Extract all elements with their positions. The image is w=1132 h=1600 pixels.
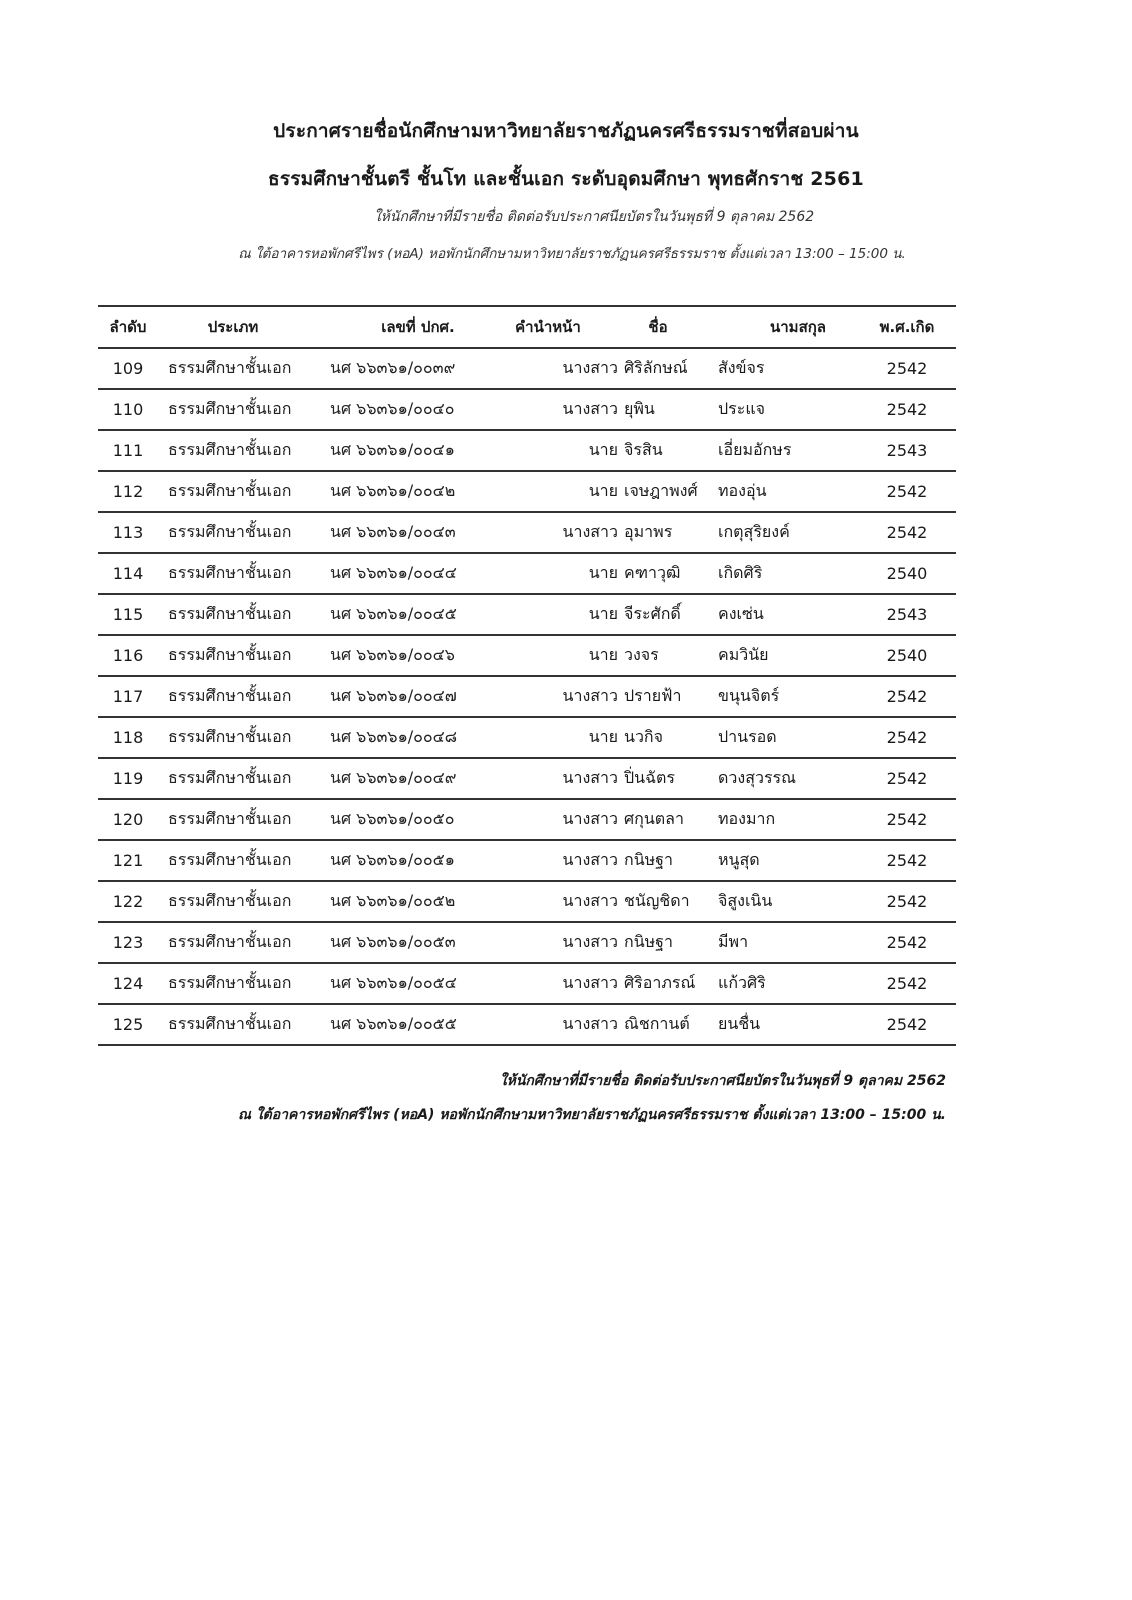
cell-cert: นศ ๖๖๓๖๑/๐๐๕๐ <box>330 809 455 828</box>
table-row <box>98 882 956 923</box>
cell-type: ธรรมศึกษาชั้นเอก <box>168 481 292 500</box>
cell-name: ปรายฟ้า <box>624 686 682 705</box>
cell-type: ธรรมศึกษาชั้นเอก <box>168 440 292 459</box>
cell-name: เจษฎาพงศ์ <box>624 481 698 500</box>
cell-name: อุมาพร <box>624 522 673 541</box>
cell-type: ธรรมศึกษาชั้นเอก <box>168 1014 292 1033</box>
cell-type: ธรรมศึกษาชั้นเอก <box>168 973 292 992</box>
header-surname: นามสกุล <box>770 318 826 336</box>
cell-year: 2540 <box>886 646 928 665</box>
cell-prefix: นางสาว <box>562 850 618 869</box>
table-row <box>98 964 956 1005</box>
table-row <box>98 677 956 718</box>
table-row <box>98 554 956 595</box>
cell-no: 121 <box>112 851 144 870</box>
cell-year: 2542 <box>886 933 928 952</box>
cell-name: กนิษฐา <box>624 850 673 869</box>
table-row <box>98 923 956 964</box>
cell-prefix: นาย <box>588 563 618 582</box>
table-row <box>98 800 956 841</box>
cell-type: ธรรมศึกษาชั้นเอก <box>168 399 292 418</box>
cell-surname: ปานรอด <box>718 727 777 746</box>
cell-cert: นศ ๖๖๓๖๑/๐๐๔๘ <box>330 727 458 746</box>
cell-cert: นศ ๖๖๓๖๑/๐๐๕๑ <box>330 850 455 869</box>
cell-cert: นศ ๖๖๓๖๑/๐๐๔๗ <box>330 686 457 705</box>
cell-cert: นศ ๖๖๓๖๑/๐๐๔๙ <box>330 768 457 787</box>
cell-no: 117 <box>112 687 144 706</box>
cell-prefix: นาย <box>588 727 618 746</box>
cell-cert: นศ ๖๖๓๖๑/๐๐๕๓ <box>330 932 456 951</box>
cell-year: 2542 <box>886 359 928 378</box>
table-row <box>98 513 956 554</box>
table-row <box>98 349 956 390</box>
header-type: ประเภท <box>207 318 259 336</box>
cell-prefix: นางสาว <box>562 809 618 828</box>
cell-surname: เกตุสุริยงค์ <box>718 522 790 541</box>
cell-type: ธรรมศึกษาชั้นเอก <box>168 768 292 787</box>
cell-year: 2543 <box>886 605 928 624</box>
cell-cert: นศ ๖๖๓๖๑/๐๐๔๔ <box>330 563 457 582</box>
cell-year: 2542 <box>886 810 928 829</box>
cell-year: 2543 <box>886 441 928 460</box>
table-row <box>98 595 956 636</box>
cell-year: 2540 <box>886 564 928 583</box>
page-title-line2: ธรรมศึกษาชั้นตรี ชั้นโท และชั้นเอก ระดับอุดมศึกษา พุทธศักราช 2561 <box>268 168 864 190</box>
cell-surname: ทองมาก <box>718 809 776 828</box>
cell-surname: สังข์จร <box>718 358 765 377</box>
cell-name: ปิ่นฉัตร <box>624 768 675 787</box>
table-row <box>98 472 956 513</box>
cell-prefix: นางสาว <box>562 686 618 705</box>
cell-prefix: นางสาว <box>562 891 618 910</box>
cell-type: ธรรมศึกษาชั้นเอก <box>168 645 292 664</box>
cell-type: ธรรมศึกษาชั้นเอก <box>168 358 292 377</box>
cell-cert: นศ ๖๖๓๖๑/๐๐๔๒ <box>330 481 456 500</box>
header-prefix: คำนำหน้า <box>515 318 581 336</box>
table-row <box>98 636 956 677</box>
footer-notice: ให้นักศึกษาที่มีรายชื่อ ติดต่อรับประกาศนียบัตรในวันพุธที่ 9 ตุลาคม 2562 <box>499 1073 946 1089</box>
cell-year: 2542 <box>886 974 928 993</box>
header-cert: เลขที่ ปกศ. <box>381 318 455 336</box>
cell-surname: มีพา <box>718 932 749 951</box>
subtitle-notice: ให้นักศึกษาที่มีรายชื่อ ติดต่อรับประกาศนียบัตรในวันพุธที่ 9 ตุลาคม 2562 <box>373 209 815 225</box>
cell-surname: ขนุนจิตร์ <box>718 686 780 705</box>
cell-prefix: นาย <box>588 645 618 664</box>
cell-no: 125 <box>112 1015 144 1034</box>
cell-type: ธรรมศึกษาชั้นเอก <box>168 604 292 623</box>
cell-no: 111 <box>112 441 144 460</box>
cell-name: ยุพิน <box>624 399 655 418</box>
cell-year: 2542 <box>886 687 928 706</box>
cell-no: 112 <box>112 482 144 501</box>
subtitle-location: ณ ใต้อาคารหอพักศรีไพร (หอA) หอพักนักศึกษามหาวิทยาลัยราชภัฏนครศรีธรรมราช ตั้งแต่เวลา 13:00 – 15:00 น. <box>238 246 906 262</box>
cell-name: คฑาวุฒิ <box>624 563 681 582</box>
table-row <box>98 1005 956 1046</box>
cell-surname: ยนชื่น <box>718 1014 761 1033</box>
cell-surname: จิสูงเนิน <box>718 891 773 910</box>
cell-surname: ดวงสุวรรณ <box>718 768 796 787</box>
table-row <box>98 841 956 882</box>
cell-type: ธรรมศึกษาชั้นเอก <box>168 932 292 951</box>
table-row <box>98 431 956 472</box>
cell-prefix: นางสาว <box>562 522 618 541</box>
header-year: พ.ศ.เกิด <box>879 318 935 336</box>
footer-location: ณ ใต้อาคารหอพักศรีไพร (หอA) หอพักนักศึกษามหาวิทยาลัยราชภัฏนครศรีธรรมราช ตั้งแต่เวลา 13:00 – 15:00 น. <box>237 1107 946 1123</box>
cell-prefix: นางสาว <box>562 399 618 418</box>
cell-no: 118 <box>112 728 144 747</box>
table-row <box>98 759 956 800</box>
cell-year: 2542 <box>886 523 928 542</box>
cell-cert: นศ ๖๖๓๖๑/๐๐๔๐ <box>330 399 455 418</box>
cell-name: ศิริลักษณ์ <box>624 358 688 377</box>
cell-no: 115 <box>112 605 144 624</box>
cell-cert: นศ ๖๖๓๖๑/๐๐๕๕ <box>330 1014 457 1033</box>
cell-name: จิรสิน <box>624 440 663 459</box>
cell-no: 109 <box>112 359 144 378</box>
cell-year: 2542 <box>886 1015 928 1034</box>
results-table <box>98 305 956 1046</box>
cell-prefix: นาย <box>588 604 618 623</box>
cell-cert: นศ ๖๖๓๖๑/๐๐๔๓ <box>330 522 456 541</box>
cell-year: 2542 <box>886 769 928 788</box>
cell-name: ศกุนตลา <box>624 809 684 828</box>
cell-type: ธรรมศึกษาชั้นเอก <box>168 850 292 869</box>
cell-name: ณิชกานต์ <box>624 1014 690 1033</box>
cell-surname: ประแจ <box>718 399 766 418</box>
cell-type: ธรรมศึกษาชั้นเอก <box>168 891 292 910</box>
cell-no: 113 <box>112 523 144 542</box>
cell-surname: เกิดศิริ <box>718 563 763 582</box>
cell-cert: นศ ๖๖๓๖๑/๐๐๕๒ <box>330 891 456 910</box>
cell-name: ชนัญชิดา <box>624 891 690 910</box>
table-header <box>98 305 956 349</box>
cell-no: 123 <box>112 933 144 952</box>
cell-surname: เอี่ยมอักษร <box>718 440 792 459</box>
cell-no: 124 <box>112 974 144 993</box>
cell-surname: แก้วศิริ <box>718 973 766 992</box>
cell-prefix: นาย <box>588 440 618 459</box>
cell-cert: นศ ๖๖๓๖๑/๐๐๔๑ <box>330 440 455 459</box>
cell-no: 119 <box>112 769 144 788</box>
cell-no: 120 <box>112 810 144 829</box>
cell-year: 2542 <box>886 400 928 419</box>
cell-type: ธรรมศึกษาชั้นเอก <box>168 809 292 828</box>
header-name: ชื่อ <box>648 318 668 336</box>
table-row <box>98 718 956 759</box>
cell-year: 2542 <box>886 482 928 501</box>
cell-type: ธรรมศึกษาชั้นเอก <box>168 727 292 746</box>
cell-type: ธรรมศึกษาชั้นเอก <box>168 686 292 705</box>
cell-surname: หนูสุด <box>718 850 760 869</box>
header-no: ลำดับ <box>109 318 147 336</box>
cell-prefix: นางสาว <box>562 1014 618 1033</box>
cell-no: 122 <box>112 892 144 911</box>
cell-type: ธรรมศึกษาชั้นเอก <box>168 563 292 582</box>
cell-cert: นศ ๖๖๓๖๑/๐๐๓๙ <box>330 358 456 377</box>
cell-year: 2542 <box>886 728 928 747</box>
cell-surname: คมวินัย <box>718 645 769 664</box>
cell-type: ธรรมศึกษาชั้นเอก <box>168 522 292 541</box>
cell-prefix: นางสาว <box>562 768 618 787</box>
cell-surname: คงเซ่น <box>718 604 764 623</box>
cell-prefix: นางสาว <box>562 973 618 992</box>
cell-no: 116 <box>112 646 144 665</box>
cell-year: 2542 <box>886 851 928 870</box>
cell-prefix: นางสาว <box>562 932 618 951</box>
cell-no: 110 <box>112 400 144 419</box>
cell-cert: นศ ๖๖๓๖๑/๐๐๕๔ <box>330 973 457 992</box>
cell-name: วงจร <box>624 645 659 664</box>
cell-surname: ทองอุ่น <box>718 481 767 500</box>
page-title: ประกาศรายชื่อนักศึกษามหาวิทยาลัยราชภัฏนครศรีธรรมราชที่สอบผ่าน <box>273 120 859 142</box>
cell-name: นวกิจ <box>624 727 663 746</box>
cell-no: 114 <box>112 564 144 583</box>
cell-cert: นศ ๖๖๓๖๑/๐๐๔๕ <box>330 604 457 623</box>
cell-year: 2542 <box>886 892 928 911</box>
cell-name: ศิริอาภรณ์ <box>624 973 696 992</box>
table-body <box>98 349 956 1046</box>
cell-cert: นศ ๖๖๓๖๑/๐๐๔๖ <box>330 645 455 664</box>
cell-prefix: นาย <box>588 481 618 500</box>
cell-name: จีระศักดิ์ <box>624 604 681 623</box>
cell-prefix: นางสาว <box>562 358 618 377</box>
table-row <box>98 390 956 431</box>
cell-name: กนิษฐา <box>624 932 673 951</box>
